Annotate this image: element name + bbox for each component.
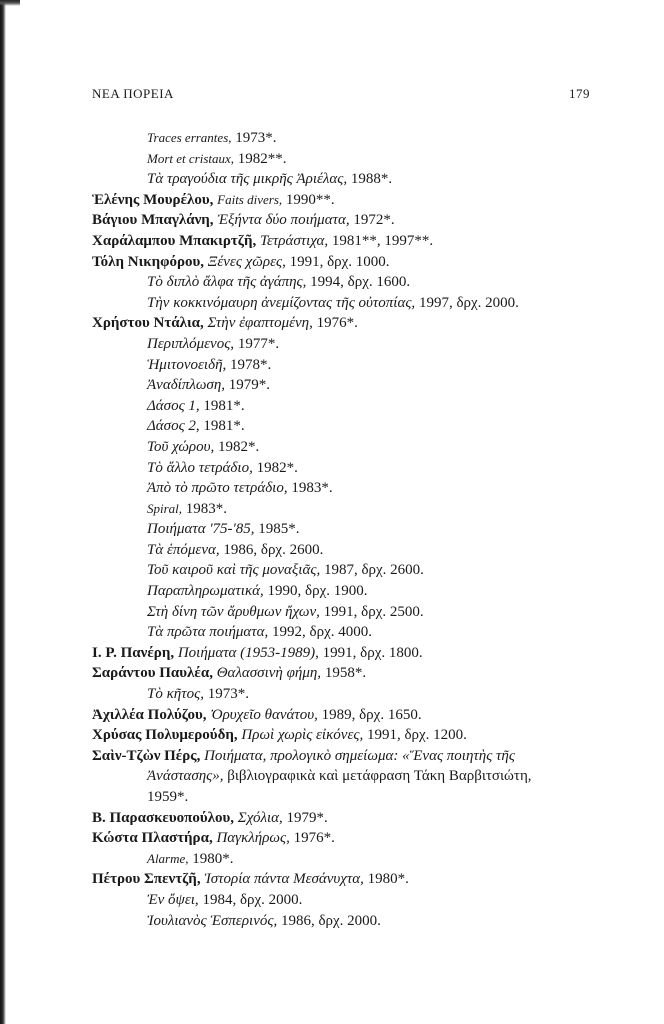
page-number: 179 [569, 86, 590, 101]
entry-details: 1976*. [289, 830, 335, 847]
entry-details: 1980*. [363, 871, 409, 888]
bibliography-entry [92, 787, 596, 808]
entry-title: Τοῦ χώρου, [147, 438, 215, 455]
entry-author: Πέτρου Σπεντζῆ, [92, 871, 201, 888]
bibliography-entry [92, 293, 596, 314]
entry-title: Τὸ ἄλλο τετράδιο, [147, 459, 253, 476]
entry-title: Παραπληρωματικά, [147, 583, 264, 600]
entry-details: 1982**. [234, 150, 287, 167]
bibliography-entry [92, 684, 596, 705]
entry-title: Ἱστορία πάντα Μεσάνυχτα, [204, 871, 364, 888]
entry-title: Ἐν ὄψει, [147, 891, 199, 908]
entry-details: 1986, δρχ. 2000. [277, 912, 381, 929]
scan-top-edge [0, 0, 20, 6]
entry-details: 1981**, 1997**. [328, 232, 434, 249]
entry-details: 1991, δρχ. 1200. [363, 727, 467, 744]
entry-title: Στὴν ἐφαπτομένη, [207, 315, 313, 332]
entry-title: Δάσος 2, [147, 418, 200, 435]
bibliography-entry [92, 705, 596, 726]
entry-author: Χρήστου Ντάλια, [92, 315, 204, 332]
entry-details: 1979*. [225, 377, 271, 394]
bibliography-entry [92, 210, 596, 231]
entry-details: 1997, δρχ. 2000. [415, 294, 519, 311]
bibliography-entry [92, 128, 596, 149]
bibliography-entry [92, 437, 596, 458]
entry-author: Ι. Ρ. Πανέρη, [92, 644, 175, 661]
entry-details: 1978*. [226, 356, 272, 373]
entry-title: Τὰ πρῶτα ποιήματα, [147, 624, 269, 641]
entry-title: Τὰ ἑπόμενα, [147, 541, 220, 558]
running-title: ΝΕΑ ΠΟΡΕΙΑ [92, 86, 174, 101]
entry-title: Ἀπὸ τὸ πρῶτο τετράδιο, [147, 480, 288, 497]
page-header [92, 86, 590, 102]
bibliography-entry [92, 643, 596, 664]
entry-title: Ἡμιτονοειδῆ, [147, 356, 227, 373]
entry-details: 1972*. [349, 212, 395, 229]
bibliography-entry [92, 663, 596, 684]
bibliography-entry [92, 478, 596, 499]
bibliography-entry [92, 313, 596, 334]
bibliography-entry [92, 869, 596, 890]
entry-title: Ποιήματα, προλογικὸ σημείωμα: «Ἕνας ποιητὴς τῆς [204, 747, 515, 764]
bibliography-entry [92, 519, 596, 540]
entry-author: Χαράλαμπου Μπακιρτζῆ, [92, 232, 257, 249]
entry-details: 1991, δρχ. 1000. [285, 253, 390, 270]
entry-title: Παγκλήρως, [216, 830, 290, 847]
entry-title: Περιπλόμενος, [147, 335, 235, 352]
bibliography-entry [92, 911, 596, 932]
entry-title: Ἀναδίπλωση, [147, 377, 226, 394]
entry-details: 1986, δρχ. 2600. [219, 541, 324, 558]
entry-author: Τόλη Νικηφόρου, [92, 253, 205, 270]
entry-title: Traces errantes, [147, 130, 232, 145]
entry-author: Ἑλένης Μουρέλου, [92, 191, 214, 208]
bibliography-entry [92, 190, 596, 211]
entry-details: 1982*. [214, 438, 260, 455]
bibliography-entry [92, 355, 596, 376]
entry-title: Τὸ κῆτος, [147, 686, 204, 703]
entry-author: Σαράντου Παυλέα, [92, 665, 213, 682]
entry-details: 1988*. [347, 171, 393, 188]
entry-title: Πρωὶ χωρὶς εἰκόνες, [241, 727, 364, 744]
entry-author: Β. Παρασκευοπούλου, [92, 809, 235, 826]
bibliography-entry [92, 169, 596, 190]
entry-title: Ἰουλιανὸς Ἑσπερινός, [147, 912, 278, 929]
entry-details: 1983*. [182, 500, 228, 517]
entry-title: Ξένες χῶρες, [207, 253, 286, 270]
entry-details: 1976*. [312, 315, 358, 332]
entry-title: Ποιήματα '75-'85, [147, 521, 255, 538]
entry-title: Τὰ τραγούδια τῆς μικρῆς Ἀριέλας, [147, 171, 348, 188]
bibliography-entry [92, 396, 596, 417]
entry-title: Ἐξήντα δύο ποιήματα, [217, 212, 350, 229]
entry-details: 1959*. [147, 789, 189, 805]
entry-details: 1990**. [282, 191, 335, 208]
entry-title: Σχόλια, [237, 809, 283, 826]
bibliography-entry [92, 890, 596, 911]
entry-details: 1980*. [188, 850, 234, 867]
bibliography-entry [92, 272, 596, 293]
entry-details: 1981*. [199, 418, 245, 435]
entry-author: Ἀχιλλέα Πολύζου, [92, 706, 207, 723]
bibliography-entry [92, 828, 596, 849]
entry-title: Mort et cristaux, [147, 150, 235, 166]
bibliography-entry [92, 766, 596, 787]
entry-author: Σαὶν-Τζὼν Πέρς, [92, 747, 201, 764]
bibliography-entry [92, 416, 596, 437]
bibliography-entry [92, 602, 596, 623]
entry-title: Τὸ διπλὸ ἄλφα τῆς ἀγάπης, [147, 274, 307, 291]
entry-title: Τὴν κοκκινόμαυρη ἀνεμίζοντας τῆς οὐτοπίας, [147, 294, 416, 311]
entry-details: 1982*. [252, 459, 298, 476]
entry-details: 1981*. [199, 397, 245, 414]
entry-details: βιβλιογραφικὰ καὶ μετάφραση Τάκη Βαρβιτσιώτη, [223, 768, 532, 785]
scan-binding-edge [0, 0, 6, 1024]
bibliography-entry [92, 252, 596, 273]
entry-title: Ἀνάστασης», [147, 768, 224, 785]
bibliography-entry [92, 334, 596, 355]
entry-author: Χρύσας Πολυμερούδη, [92, 727, 238, 744]
entry-author: Κώστα Πλαστήρα, [92, 830, 213, 847]
bibliography-entry [92, 581, 596, 602]
entry-details: 1991, δρχ. 2500. [319, 603, 424, 620]
bibliography-entry [92, 725, 596, 746]
bibliography-entry [92, 622, 596, 643]
entry-details: 1989, δρχ. 1650. [317, 706, 422, 723]
entry-details: 1983*. [287, 480, 333, 497]
entry-title: Ὀρυχεῖο θανάτου, [210, 706, 318, 723]
bibliography-entry [92, 560, 596, 581]
entry-details: 1984, δρχ. 2000. [198, 891, 303, 908]
bibliography-entry [92, 808, 596, 829]
bibliography-entry [92, 231, 596, 252]
entry-details: 1973*. [203, 686, 249, 703]
entry-details: 1973*. [231, 130, 277, 146]
entry-title: Ποιήματα (1953-1989), [177, 644, 319, 661]
entry-title: Alarme, [147, 850, 189, 866]
bibliography-entry [92, 458, 596, 479]
entry-details: 1977*. [234, 335, 280, 352]
bibliography-entry [92, 849, 596, 870]
entry-details: 1992, δρχ. 4000. [268, 624, 373, 641]
entry-details: 1958*. [321, 665, 367, 682]
entry-author: Βάγιου Μπαγλάνη, [92, 212, 214, 229]
entry-title: Τετράστιχα, [259, 232, 329, 249]
bibliography-entry [92, 375, 596, 396]
entry-title: Στὴ δίνη τῶν ἄρυθμων ἤχων, [147, 603, 320, 620]
bibliography-entry [92, 746, 596, 767]
entry-details: 1985*. [254, 521, 300, 538]
entry-details: 1991, δρχ. 1800. [318, 644, 423, 661]
bibliography-entry [92, 540, 596, 561]
entry-details: 1987, δρχ. 2600. [320, 562, 424, 579]
entry-title: Τοῦ καιροῦ καὶ τῆς μοναξιᾶς, [147, 562, 321, 579]
bibliography-list [92, 128, 596, 931]
entry-details: 1979*. [282, 809, 328, 826]
bibliography-entry [92, 149, 596, 170]
entry-title: Δάσος 1, [147, 397, 200, 414]
bibliography-entry [92, 499, 596, 520]
entry-title: Faits divers, [217, 191, 283, 207]
entry-title: Spiral, [147, 500, 183, 516]
entry-title: Θαλασσινὴ φήμη, [216, 665, 322, 682]
entry-details: 1994, δρχ. 1600. [306, 274, 411, 291]
entry-details: 1990, δρχ. 1900. [263, 583, 368, 600]
